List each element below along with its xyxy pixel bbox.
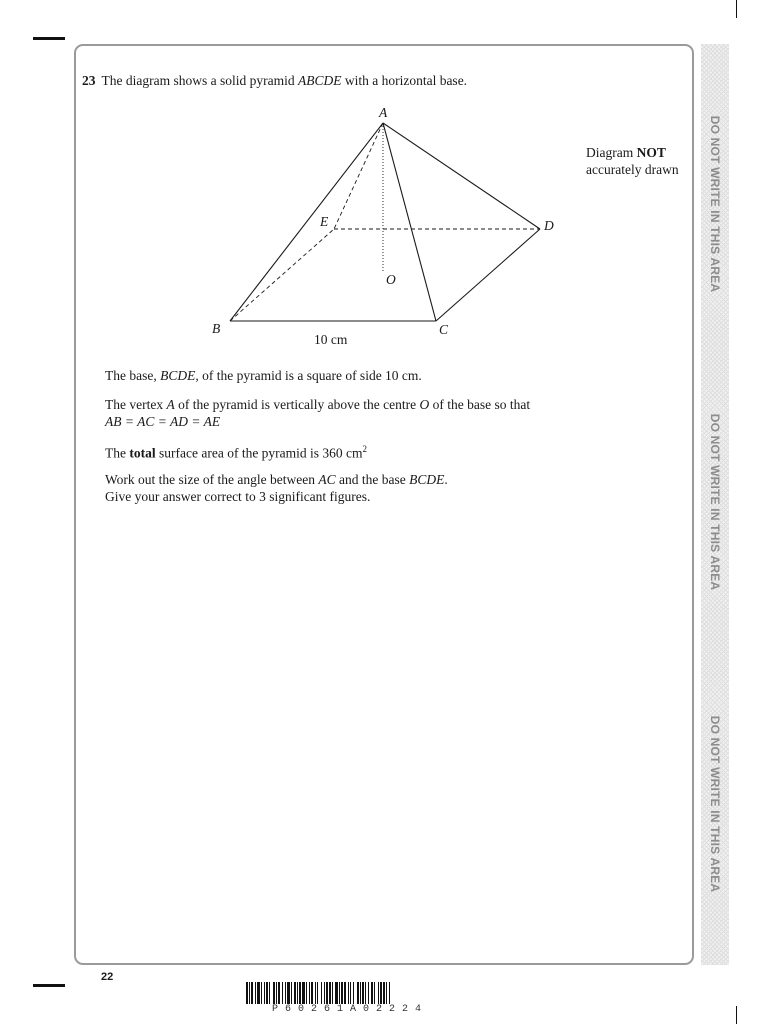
question-intro: 23 The diagram shows a solid pyramid ABCDE with a horizontal base.: [82, 73, 468, 88]
barcode-bar: [339, 982, 340, 1004]
vertex-label-D: D: [544, 218, 554, 233]
vertex-label-E: E: [320, 214, 329, 229]
barcode-bar: [378, 982, 379, 1004]
barcode-bar: [294, 982, 296, 1004]
barcode-bar: [315, 982, 316, 1004]
barcode-bar: [380, 982, 382, 1004]
crop-mark-bottom-left: [33, 984, 65, 987]
barcode-bar: [362, 982, 364, 1004]
hidden-edge-BE: [230, 229, 334, 321]
barcode-bar: [344, 982, 346, 1004]
barcode-bar: [348, 982, 349, 1004]
margin-warning-1: DO NOT WRITE IN THIS AREA: [708, 115, 722, 293]
barcode-bar: [251, 982, 253, 1004]
barcode-bar: [311, 982, 313, 1004]
barcode-bar: [255, 982, 256, 1004]
diagram-not-accurate-note: Diagram NOT accurately drawn: [586, 145, 679, 177]
barcode-bar: [350, 982, 351, 1004]
barcode-bar: [317, 982, 318, 1004]
barcode-bar: [389, 982, 390, 1004]
paragraph-vertex: The vertex A of the pyramid is vertically above the centre O of the base so that AB = AC = AD = AE: [105, 397, 531, 429]
margin-warning-3: DO NOT WRITE IN THIS AREA: [708, 715, 722, 893]
equal-edges-equation: AB = AC = AD = AE: [105, 414, 221, 429]
barcode-bar: [282, 982, 283, 1004]
barcode-bar: [269, 982, 270, 1004]
barcode-bar: [285, 982, 286, 1004]
barcode-bar: [266, 982, 268, 1004]
edge-AC: [383, 123, 436, 321]
pyramid-name: ABCDE: [297, 73, 342, 88]
barcode-bar: [278, 982, 280, 1004]
barcode-bar: [261, 982, 262, 1004]
accuracy-instruction: Give your answer correct to 3 significant figures.: [105, 489, 371, 504]
barcode-bar: [309, 982, 310, 1004]
edge-AB: [230, 123, 383, 321]
barcode-bar: [299, 982, 301, 1004]
barcode-bar: [302, 982, 305, 1004]
crop-mark-bottom-right: [736, 1006, 737, 1024]
barcode-bar: [257, 982, 260, 1004]
barcode-bar: [276, 982, 277, 1004]
hidden-edge-AE: [334, 123, 383, 229]
barcode-bar: [264, 982, 265, 1004]
vertex-label-C: C: [439, 322, 449, 337]
barcode-text: P60261A02224: [272, 1004, 429, 1015]
question-number: 23: [82, 73, 96, 88]
barcode-bar: [341, 982, 343, 1004]
barcode-bar: [353, 982, 354, 1004]
barcode-bar: [297, 982, 298, 1004]
barcode-bar: [357, 982, 359, 1004]
barcode-bar: [273, 982, 275, 1004]
barcode-bar: [249, 982, 250, 1004]
pyramid-diagram: [0, 0, 768, 400]
paragraph-surface-area: The total surface area of the pyramid is 360 $cm^2$: [105, 444, 368, 461]
barcode-bar: [383, 982, 385, 1004]
margin-warning-2: DO NOT WRITE IN THIS AREA: [708, 413, 722, 591]
barcode-bar: [326, 982, 328, 1004]
vertex-label-B: B: [212, 321, 221, 336]
barcode-bar: [329, 982, 331, 1004]
paragraph-base: The base, BCDE, of the pyramid is a square of side 10 cm.: [105, 368, 422, 383]
barcode-bar: [335, 982, 338, 1004]
side-length-label: 10 cm: [314, 332, 348, 347]
barcode-bar: [371, 982, 373, 1004]
barcode-bar: [368, 982, 369, 1004]
barcode-bar: [287, 982, 290, 1004]
barcode-bar: [291, 982, 292, 1004]
barcode: [246, 982, 522, 1004]
paragraph-task: Work out the size of the angle between AC and the base BCDE. Give your answer correct to 3 significant figures.: [105, 472, 448, 504]
vertex-label-A: A: [379, 105, 388, 120]
barcode-bar: [374, 982, 375, 1004]
barcode-bar: [332, 982, 333, 1004]
barcode-bar: [365, 982, 366, 1004]
barcode-bar: [306, 982, 307, 1004]
barcode-bar: [360, 982, 361, 1004]
barcode-bar: [386, 982, 387, 1004]
edge-CD: [436, 229, 540, 321]
barcode-bar: [246, 982, 248, 1004]
center-label-O: O: [386, 272, 396, 287]
page-number: 22: [101, 971, 114, 983]
barcode-bar: [321, 982, 322, 1004]
barcode-bar: [324, 982, 325, 1004]
